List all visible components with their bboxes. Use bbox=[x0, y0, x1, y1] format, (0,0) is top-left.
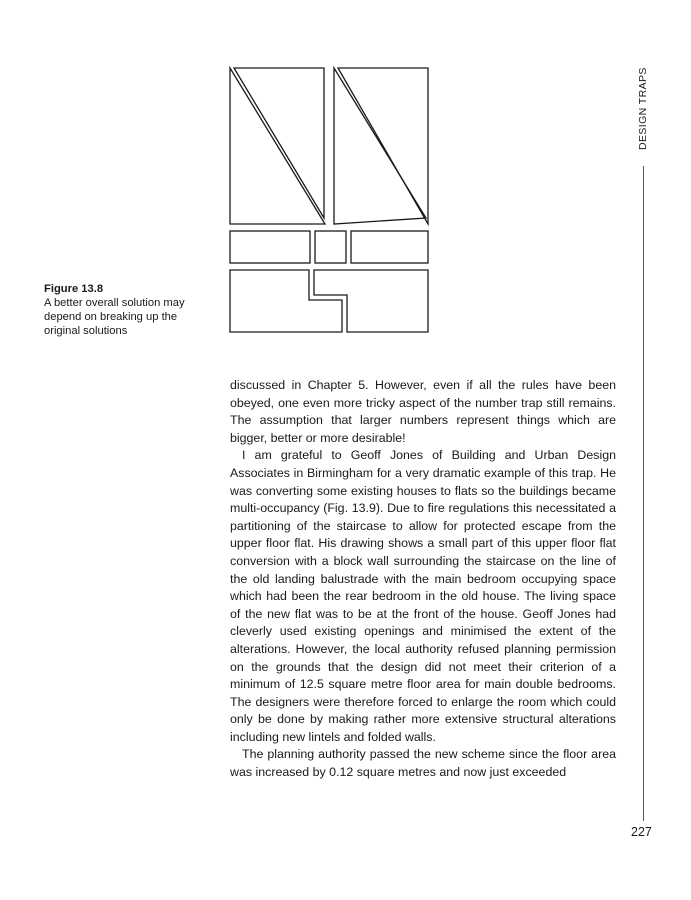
paragraph-1: discussed in Chapter 5. However, even if all the rules have been obeyed, one even more tricky aspect of the number trap still remains. The assumption that larger numbers represent things which are bigger, better or more desirable! bbox=[230, 378, 616, 445]
bottom-right-block bbox=[314, 270, 428, 332]
body-text bbox=[230, 377, 616, 782]
figure-13-8-diagram bbox=[228, 66, 432, 336]
page-number: 227 bbox=[631, 825, 652, 839]
top-left-wedge-shape bbox=[234, 68, 324, 218]
middle-left-block bbox=[230, 231, 310, 263]
top-right-wedge-shape bbox=[338, 68, 428, 224]
paragraph-3: The planning authority passed the new scheme since the floor area was increased by 0.12 square metres and now just exceeded bbox=[230, 747, 616, 780]
paragraph-2: I am grateful to Geoff Jones of Building and Urban Design Associates in Birmingham for a very dramatic example of this trap. He was converting some existing houses to flats so the buildings became multi-occupancy (Fig. 13.9). Due to fire regulations this necessitated a partitioning of the staircase to allow for protected escape from the upper floor flat. His drawing shows a small part of this upper floor flat conversion with a block wall surrounding the staircase on the line of the old landing balustrade with the main bedroom occupying space which had been the rear bedroom in the old house. The living space of the new flat was to be at the front of the house. Geoff Jones had cleverly used existing openings and minimised the extent of the alterations. However, the local authority refused planning permission on the grounds that the design did not meet their criterion of a minimum of 12.5 square metre floor area for main double bedrooms. The designers were therefore forced to enlarge the room which could only be done by making rather more extensive structural alterations including new lintels and folded walls. bbox=[230, 448, 616, 744]
middle-right-block bbox=[351, 231, 428, 263]
top-left-panel-shape bbox=[230, 68, 325, 224]
figure-caption-text: A better overall solution may depend on breaking up the original solutions bbox=[44, 297, 185, 337]
bottom-left-block bbox=[230, 270, 342, 332]
running-section-heading: DESIGN TRAPS bbox=[637, 67, 649, 150]
middle-center-block bbox=[315, 231, 346, 263]
figure-label: Figure 13.8 bbox=[44, 283, 104, 295]
figure-caption bbox=[44, 282, 214, 338]
top-right-panel-shape bbox=[334, 68, 426, 224]
margin-rule bbox=[643, 166, 644, 821]
